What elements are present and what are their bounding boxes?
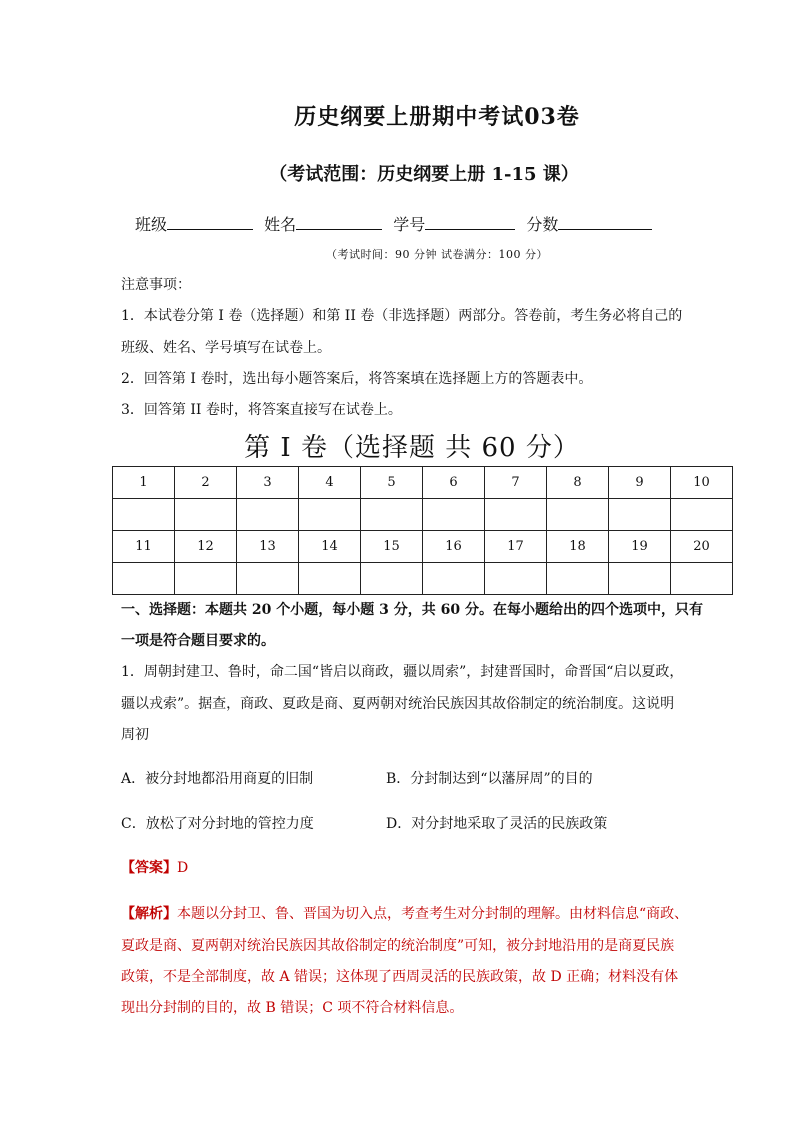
q-number-cell: 16 bbox=[423, 531, 485, 563]
analysis-line-2: 夏政是商、夏两朝对统治民族因其故俗制定的统治制度”可知，被分封地沿用的是商夏民族 bbox=[121, 938, 675, 954]
answer-cell[interactable] bbox=[609, 563, 671, 595]
instructions-line-2: 一项是符合题目要求的。 bbox=[121, 633, 275, 649]
notes-line-3: 3．回答第 II 卷时，将答案直接写在试卷上。 bbox=[121, 402, 402, 418]
answer-cell[interactable] bbox=[299, 499, 361, 531]
answer-cell[interactable] bbox=[299, 563, 361, 595]
student-info-fields bbox=[135, 212, 658, 235]
q-number-cell: 6 bbox=[423, 467, 485, 499]
answer-table-header-row-2 bbox=[113, 531, 733, 563]
answer-cell[interactable] bbox=[609, 499, 671, 531]
analysis-line-4: 现出分封制的目的，故 B 错误；C 项不符合材料信息。 bbox=[121, 1000, 464, 1016]
q-number-cell: 10 bbox=[671, 467, 733, 499]
notes-line-1: 1．本试卷分第 I 卷（选择题）和第 II 卷（非选择题）两部分。答卷前，考生务必将自己的 bbox=[121, 308, 683, 324]
answer-value: D bbox=[177, 860, 189, 876]
exam-title: 历史纲要上册期中考试03卷 bbox=[294, 104, 580, 130]
q-number-cell: 9 bbox=[609, 467, 671, 499]
q-number-cell: 11 bbox=[113, 531, 175, 563]
q-number-cell: 18 bbox=[547, 531, 609, 563]
answer-cell[interactable] bbox=[237, 563, 299, 595]
answer-cell[interactable] bbox=[361, 563, 423, 595]
q-number-cell: 7 bbox=[485, 467, 547, 499]
field-student-id-label: 学号 bbox=[393, 215, 426, 234]
q-number-cell: 20 bbox=[671, 531, 733, 563]
answer-cell[interactable] bbox=[485, 563, 547, 595]
analysis-text: 本题以分封卫、鲁、晋国为切入点，考查考生对分封制的理解。由材料信息“商政、 bbox=[177, 906, 689, 922]
answer-cell[interactable] bbox=[175, 499, 237, 531]
answer-table-header-row-1 bbox=[113, 467, 733, 499]
q-number-cell: 4 bbox=[299, 467, 361, 499]
option-c[interactable]: C．放松了对分封地的管控力度 bbox=[121, 816, 314, 832]
answer-table-answer-row-1 bbox=[113, 499, 733, 531]
option-b[interactable]: B．分封制达到“以藩屏周”的目的 bbox=[386, 771, 593, 787]
section-1-title: 第 I 卷（选择题 共 60 分） bbox=[244, 433, 580, 463]
field-student-id[interactable] bbox=[393, 212, 515, 235]
q-number-cell: 1 bbox=[113, 467, 175, 499]
question-1-line-1: 1．周朝封建卫、鲁时，命二国“皆启以商政，疆以周索”，封建晋国时，命晋国“启以夏政， bbox=[121, 664, 684, 680]
q-number-cell: 12 bbox=[175, 531, 237, 563]
q-number-cell: 15 bbox=[361, 531, 423, 563]
answer-cell[interactable] bbox=[423, 499, 485, 531]
answer-cell[interactable] bbox=[113, 499, 175, 531]
answer-cell[interactable] bbox=[547, 499, 609, 531]
answer-label: 【答案】 bbox=[121, 860, 177, 876]
q-number-cell: 17 bbox=[485, 531, 547, 563]
analysis-label: 【解析】 bbox=[121, 906, 177, 922]
answer-line bbox=[121, 860, 188, 876]
q-number-cell: 8 bbox=[547, 467, 609, 499]
answer-cell[interactable] bbox=[485, 499, 547, 531]
field-score-label: 分数 bbox=[526, 215, 559, 234]
field-class[interactable] bbox=[135, 212, 253, 235]
notes-line-1b: 班级、姓名、学号填写在试卷上。 bbox=[121, 340, 331, 356]
q-number-cell: 14 bbox=[299, 531, 361, 563]
q-number-cell: 3 bbox=[237, 467, 299, 499]
answer-cell[interactable] bbox=[175, 563, 237, 595]
notes-line-2: 2．回答第 I 卷时，选出每小题答案后，将答案填在选择题上方的答题表中。 bbox=[121, 371, 593, 387]
answer-table bbox=[112, 466, 733, 595]
answer-cell[interactable] bbox=[423, 563, 485, 595]
q-number-cell: 19 bbox=[609, 531, 671, 563]
question-1-line-2: 疆以戎索”。据查，商政、夏政是商、夏两朝对统治民族因其故俗制定的统治制度。这说明 bbox=[121, 696, 675, 712]
answer-cell[interactable] bbox=[547, 563, 609, 595]
answer-cell[interactable] bbox=[237, 499, 299, 531]
field-name[interactable] bbox=[264, 212, 382, 235]
field-class-label: 班级 bbox=[135, 215, 168, 234]
option-a[interactable]: A．被分封地都沿用商夏的旧制 bbox=[121, 771, 314, 787]
notes-heading: 注意事项： bbox=[121, 277, 191, 293]
option-d[interactable]: D．对分封地采取了灵活的民族政策 bbox=[386, 816, 608, 832]
answer-cell[interactable] bbox=[361, 499, 423, 531]
answer-table-answer-row-2 bbox=[113, 563, 733, 595]
question-1-line-3: 周初 bbox=[121, 727, 149, 743]
exam-info: （考试时间：90 分钟 试卷满分：100 分） bbox=[326, 248, 548, 261]
instructions-line-1: 一、选择题：本题共 20 个小题，每小题 3 分，共 60 分。在每小题给出的四个选项中，只有 bbox=[121, 602, 703, 618]
answer-cell[interactable] bbox=[671, 563, 733, 595]
field-score[interactable] bbox=[526, 212, 652, 235]
field-name-label: 姓名 bbox=[264, 215, 297, 234]
answer-cell[interactable] bbox=[113, 563, 175, 595]
q-number-cell: 2 bbox=[175, 467, 237, 499]
answer-cell[interactable] bbox=[671, 499, 733, 531]
q-number-cell: 13 bbox=[237, 531, 299, 563]
analysis-line-1 bbox=[121, 906, 688, 922]
analysis-line-3: 政策，不是全部制度，故 A 错误；这体现了西周灵活的民族政策，故 D 正确；材料没有体 bbox=[121, 969, 679, 985]
q-number-cell: 5 bbox=[361, 467, 423, 499]
exam-subtitle: （考试范围：历史纲要上册 1-15 课） bbox=[269, 164, 579, 185]
